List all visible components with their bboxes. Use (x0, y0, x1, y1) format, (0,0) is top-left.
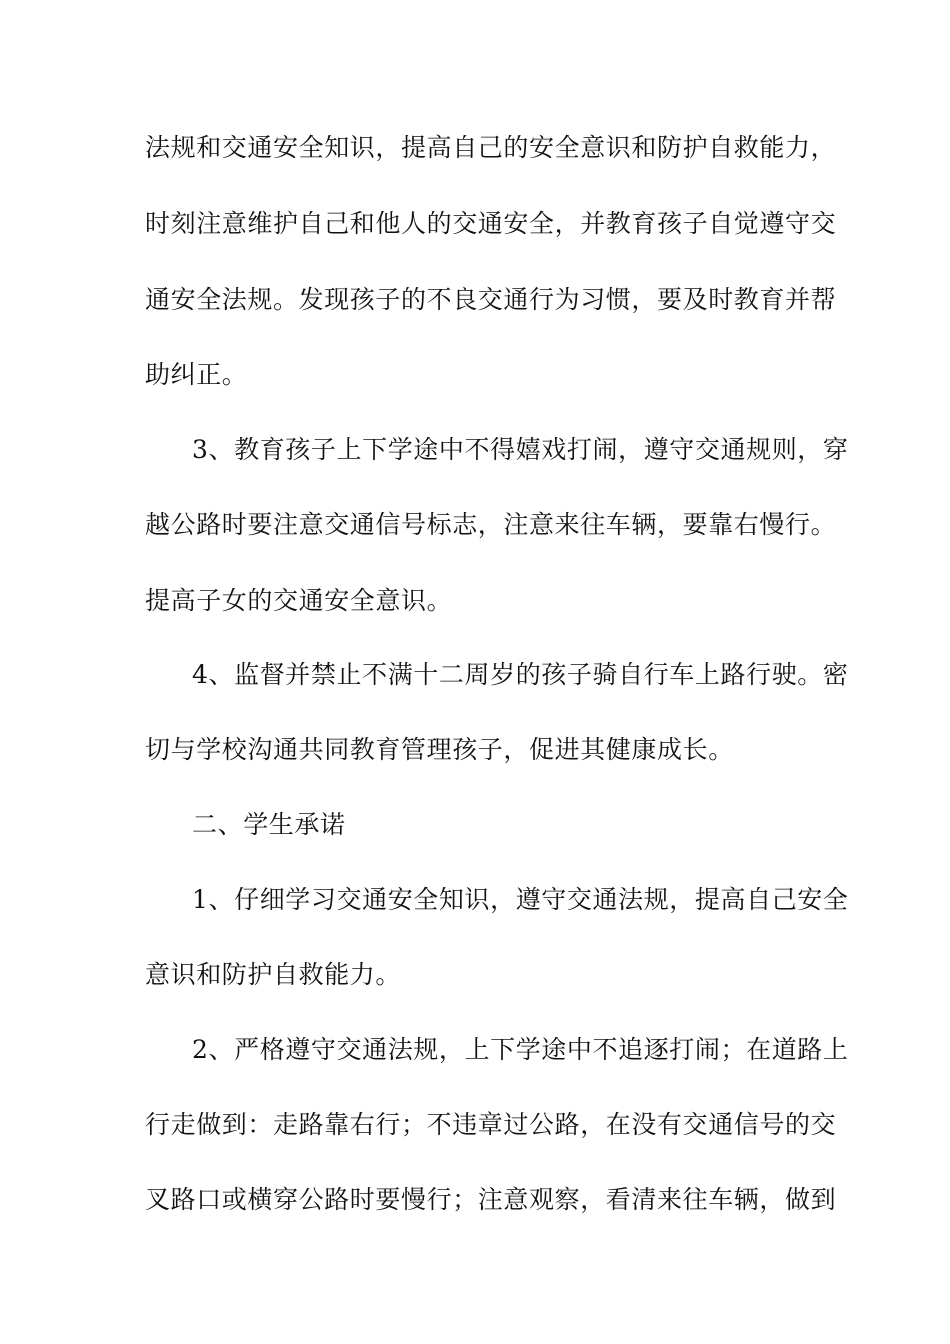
paragraph-line: 行走做到：走路靠右行；不违章过公路，在没有交通信号的交 (145, 1110, 837, 1139)
paragraph-line: 叉路口或横穿公路时要慢行；注意观察，看清来往车辆，做到 (145, 1185, 837, 1214)
paragraph-line: 4、监督并禁止不满十二周岁的孩子骑自行车上路行驶。密 (192, 660, 849, 689)
paragraph-line: 意识和防护自救能力。 (145, 960, 402, 989)
paragraph-line: 助纠正。 (145, 360, 248, 389)
paragraph-line: 提高子女的交通安全意识。 (145, 586, 453, 615)
paragraph-line: 2、严格遵守交通法规，上下学途中不追逐打闹；在道路上 (192, 1035, 849, 1064)
paragraph-line: 法规和交通安全知识，提高自己的安全意识和防护自救能力， (145, 133, 837, 162)
paragraph-line: 通安全法规。发现孩子的不良交通行为习惯，要及时教育并帮 (145, 285, 837, 314)
section-heading: 二、学生承诺 (192, 810, 346, 839)
paragraph-line: 3、教育孩子上下学途中不得嬉戏打闹，遵守交通规则，穿 (192, 435, 849, 464)
paragraph-line: 切与学校沟通共同教育管理孩子，促进其健康成长。 (145, 735, 734, 764)
paragraph-line: 越公路时要注意交通信号标志，注意来往车辆，要靠右慢行。 (145, 510, 837, 539)
paragraph-line: 1、仔细学习交通安全知识，遵守交通法规，提高自己安全 (192, 885, 849, 914)
paragraph-line: 时刻注意维护自己和他人的交通安全，并教育孩子自觉遵守交 (145, 209, 837, 238)
